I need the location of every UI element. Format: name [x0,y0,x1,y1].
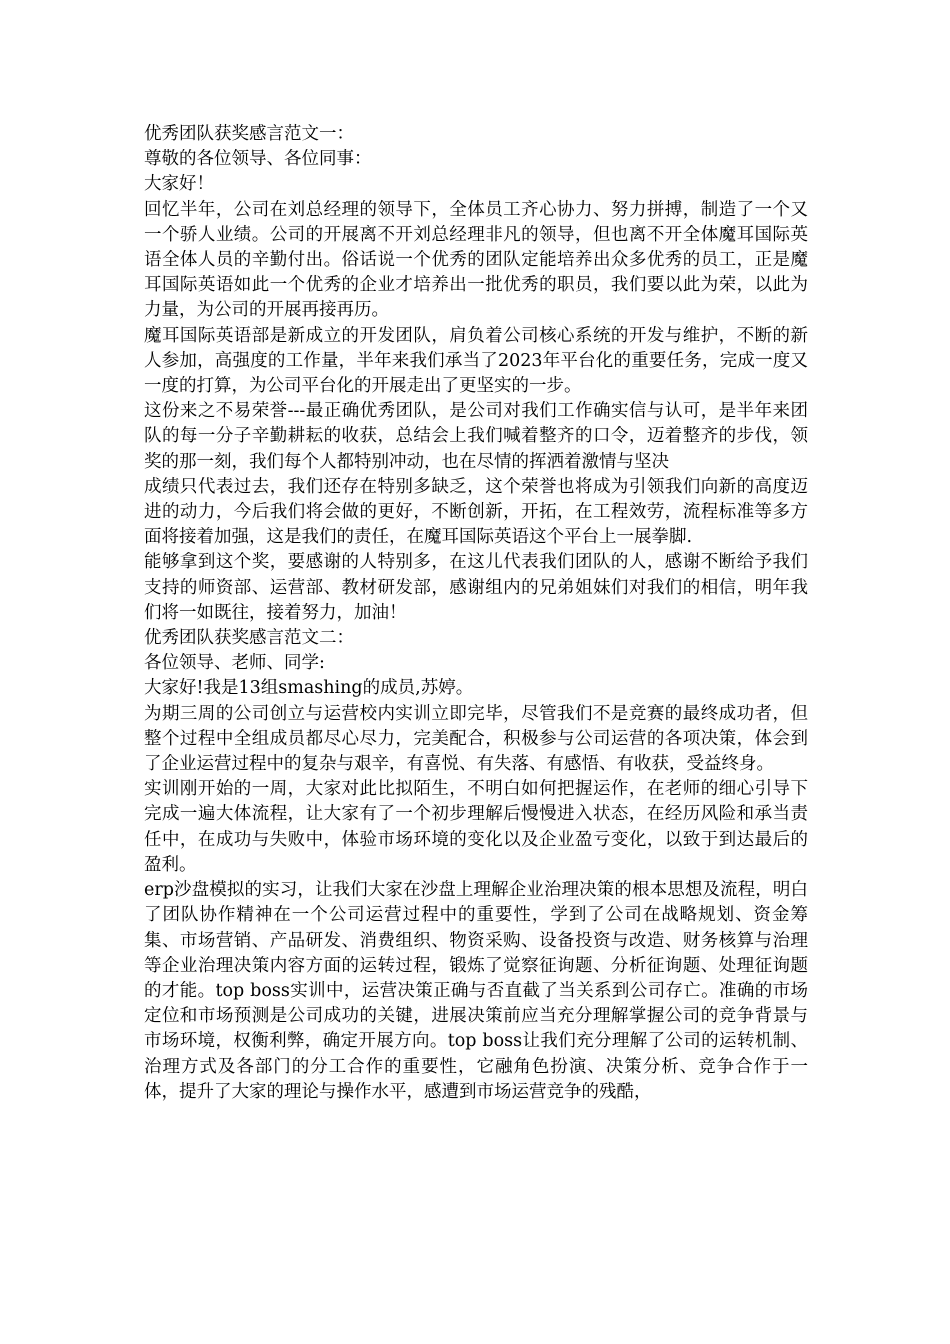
paragraph: 回忆半年，公司在刘总经理的领导下，全体员工齐心协力、努力拼搏，制造了一个又一个骄人业绩。公司的开展离不开刘总经理非凡的领导，但也离不开全体魔耳国际英语全体人员的辛勤付出。俗话说一个优秀的团队定能培养出众多优秀的员工，正是魔耳国际英语如此一个优秀的企业才培养出一批优秀的职员，我们要以此为荣，以此为力量，为公司的开展再接再历。 [144,199,808,321]
paragraph: 实训刚开始的一周，大家对此比拟陌生，不明白如何把握运作，在老师的细心引导下完成一遍大体流程，让大家有了一个初步理解后慢慢进入状态，在经历风险和承当责任中，在成功与失败中，体验市场环境的变化以及企业盈亏变化，以致于到达最后的盈利。 [144,779,808,875]
greeting: 大家好!我是13组smashing的成员,苏婷。 [144,678,474,699]
document-body [144,122,808,1105]
salutation: 尊敬的各位领导、各位同事： [144,149,372,170]
salutation: 各位领导、老师、同学: [144,653,325,674]
paragraph: 魔耳国际英语部是新成立的开发团队，肩负着公司核心系统的开发与维护，不断的新人参加，高强度的工作量，半年来我们承当了2023年平台化的重要任务，完成一度又一度的打算，为公司平台化的开展走出了更坚实的一步。 [144,325,808,397]
section-2-title: 优秀团队获奖感言范文二： [144,628,354,649]
paragraph: erp沙盘模拟的实习，让我们大家在沙盘上理解企业治理决策的根本思想及流程，明白了团队协作精神在一个公司运营过程中的重要性，学到了公司在战略规划、资金筹集、市场营销、产品研发、消费组织、物资采购、设备投资与改造、财务核算与治理等企业治理决策内容方面的运转过程，锻炼了觉察征询题、分析征询题、处理征询题的才能。top boss实训中，运营决策正确与否直截了当关系到公司存亡。准确的市场定位和市场预测是公司成功的关键，进展决策前应当充分理解掌握公司的竞争背景与市场环境，权衡利弊，确定开展方向。top boss让我们充分理解了公司的运转机制、治理方式及各部门的分工合作的重要性，它融角色扮演、决策分析、竞争合作于一体，提升了大家的理论与操作水平，感遭到市场运营竞争的残酷， [144,880,808,1102]
paragraph: 这份来之不易荣誉---最正确优秀团队，是公司对我们工作确实信与认可，是半年来团队的每一分子辛勤耕耘的收获，总结会上我们喊着整齐的口令，迈着整齐的步伐，领奖的那一刻，我们每个人都特别冲动，也在尽情的挥洒着激情与坚决 [144,401,808,472]
paragraph: 能够拿到这个奖，要感谢的人特别多，在这儿代表我们团队的人，感谢不断给予我们支持的师资部、运营部、教材研发部，感谢组内的兄弟姐妹们对我们的相信，明年我们将一如既往，接着努力，加油！ [144,552,808,623]
paragraph: 为期三周的公司创立与运营校内实训立即完毕，尽管我们不是竞赛的最终成功者，但整个过程中全组成员都尽心尽力，完美配合，积极参与公司运营的各项决策，体会到了企业运营过程中的复杂与艰辛，有喜悦、有失落、有感悟、有收获，受益终身。 [144,703,808,775]
section-1-title: 优秀团队获奖感言范文一： [144,124,354,144]
greeting: 大家好！ [144,174,214,195]
paragraph: 成绩只代表过去，我们还存在特别多缺乏，这个荣誉也将成为引领我们向新的高度迈进的动力，今后我们将会做的更好，不断创新，开拓，在工程效劳，流程标准等多方面将接着加强，这是我们的责任，在魔耳国际英语这个平台上一展拳脚. [144,476,808,548]
